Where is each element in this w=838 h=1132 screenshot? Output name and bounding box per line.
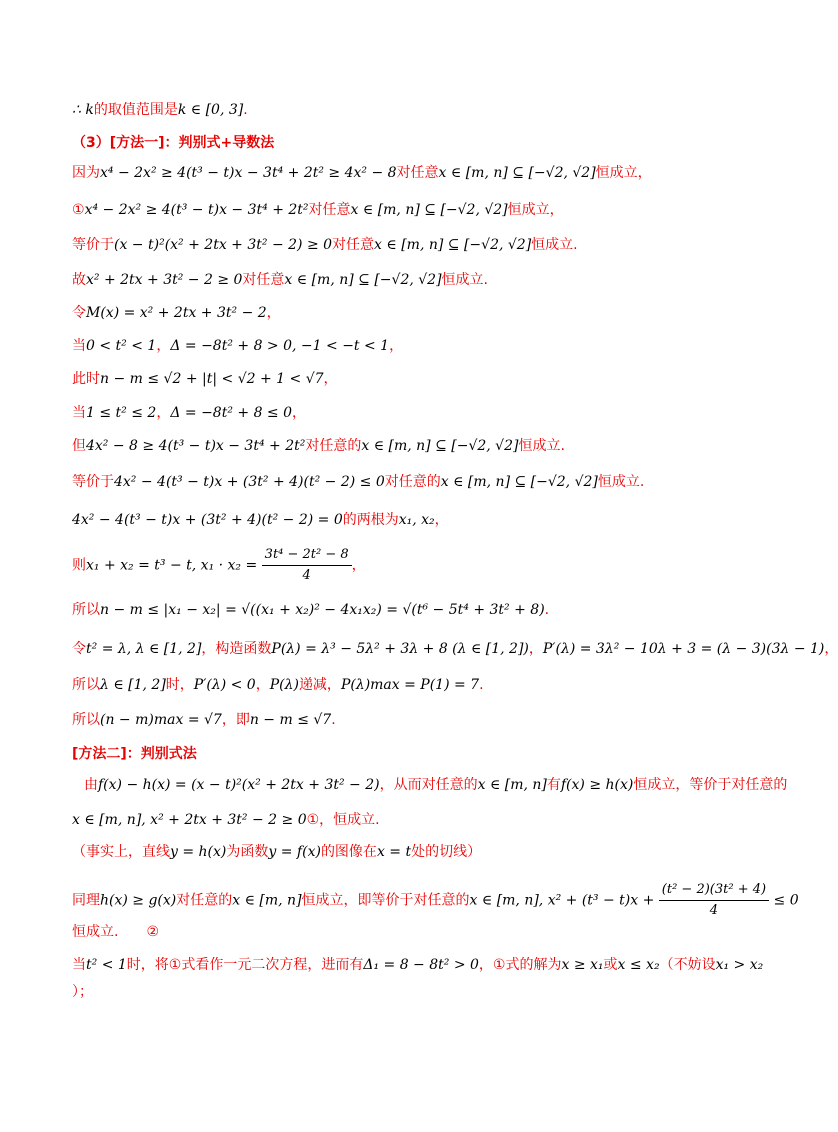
math-expression: ≤ 0	[769, 892, 799, 909]
chinese-text: 对任意的	[305, 438, 362, 454]
text-line	[72, 163, 652, 183]
chinese-text: 因为	[72, 165, 100, 181]
chinese-text: ，即	[221, 712, 250, 728]
text-line	[72, 270, 488, 290]
math-expression: 4x² − 4(t³ − t)x + (3t² + 4)(t² − 2) ≤ 0	[114, 474, 385, 490]
chinese-text: ，	[292, 405, 307, 421]
text-line	[72, 955, 763, 975]
text-line	[72, 235, 578, 255]
text-line	[72, 436, 565, 456]
math-expression: P′(λ) = 3λ² − 10λ + 3 = (λ − 3)(3λ − 1)	[542, 641, 825, 657]
chinese-text: 恒成立，即等价于对任意的	[301, 892, 470, 909]
math-expression: x⁴ − 2x² ≥ 4(t³ − t)x − 3t⁴ + 2t² ≥ 4x² − 8	[100, 165, 397, 181]
fraction	[262, 545, 352, 586]
chinese-text: 对任意	[242, 272, 285, 288]
text-line	[72, 675, 484, 695]
chinese-text: 当	[72, 338, 86, 354]
math-expression: M(x) = x² + 2tx + 3t² − 2	[86, 305, 267, 321]
math-expression: 1 ≤ t² ≤ 2	[86, 405, 157, 421]
math-expression: 0 < t² < 1	[86, 338, 157, 354]
chinese-text: （事实上，直线	[72, 844, 170, 860]
chinese-text: ，构造函数	[201, 641, 272, 657]
chinese-text: 恒成立，等价于对任意的	[633, 777, 788, 793]
chinese-text: ，	[156, 405, 171, 421]
math-expression: x² + 2tx + 3t² − 2 ≥ 0	[86, 272, 243, 288]
chinese-text: 对任意	[332, 237, 375, 253]
math-expression: x ∈ [m, n] ⊆ [−√2, √2]	[440, 474, 598, 490]
math-expression: P′(λ) < 0	[193, 677, 256, 693]
heading-text: [方法二]：判别式法	[72, 746, 197, 762]
chinese-text: ，	[528, 641, 543, 657]
chinese-text: 恒成立，	[507, 202, 564, 218]
fraction	[659, 880, 769, 921]
math-expression: P(λ) = λ³ − 5λ² + 3λ + 8 (λ ∈ [1, 2])	[271, 641, 529, 657]
math-expression: x ∈ [m, n], x² + 2tx + 3t² − 2 ≥ 0	[72, 812, 307, 828]
math-expression: 4x² − 8 ≥ 4(t³ − t)x − 3t⁴ + 2t²	[86, 438, 306, 454]
chinese-text: 等价于	[72, 237, 114, 253]
chinese-text: 所以	[72, 602, 100, 618]
chinese-text: 递减，	[298, 677, 341, 693]
text-line	[84, 775, 787, 795]
chinese-text: ）；	[72, 984, 93, 1000]
text-line	[72, 472, 644, 492]
chinese-text: 所以	[72, 677, 100, 693]
math-expression: x = t	[376, 844, 412, 860]
chinese-text: ，	[389, 338, 404, 354]
math-expression: x₁ + x₂ = t³ − t, x₁ · x₂ =	[86, 557, 262, 574]
chinese-text: ，	[323, 371, 338, 387]
chinese-text: ，	[824, 641, 838, 657]
chinese-text: 恒成立. ②	[72, 924, 160, 940]
math-expression: (x − t)²(x² + 2tx + 3t² − 2) ≥ 0	[114, 237, 333, 253]
chinese-text: 令	[72, 305, 86, 321]
math-expression: x ∈ [m, n]	[232, 892, 302, 909]
chinese-text: ，	[351, 557, 366, 574]
text-line	[72, 842, 481, 862]
text-line	[72, 545, 366, 586]
chinese-text: 的图像在	[320, 844, 377, 860]
chinese-text: 恒成立，	[595, 165, 652, 181]
chinese-text: 此时	[72, 371, 100, 387]
math-expression: k ∈ [0, 3]	[177, 102, 244, 118]
fraction-numerator: (t² − 2)(3t² + 4)	[659, 880, 769, 901]
chinese-text: ，	[266, 305, 281, 321]
math-expression: x ≥ x₁	[561, 957, 604, 973]
math-expression: n − m ≤ √7	[249, 712, 332, 728]
text-line	[72, 336, 403, 356]
chinese-text: 恒成立.	[531, 237, 578, 253]
math-expression: x₁ > x₂	[715, 957, 764, 973]
section-heading	[72, 133, 274, 153]
math-expression: y = f(x)	[268, 844, 321, 860]
chinese-text: .	[544, 602, 550, 618]
text-line	[72, 510, 449, 530]
chinese-text: 但	[72, 438, 86, 454]
chinese-text: 恒成立.	[518, 438, 565, 454]
math-expression: x ∈ [m, n] ⊆ [−√2, √2]	[361, 438, 519, 454]
section-heading	[72, 744, 197, 764]
chinese-text: ，	[156, 338, 171, 354]
text-line	[72, 369, 338, 389]
text-line	[72, 403, 306, 423]
math-expression: Δ = −8t² + 8 > 0, −1 < −t < 1	[170, 338, 390, 354]
chinese-text: 时，将①式看作一元二次方程，进而有	[126, 957, 364, 973]
math-expression: 4x² − 4(t³ − t)x + (3t² + 4)(t² − 2) = 0	[72, 512, 343, 528]
math-expression: x ≤ x₂	[617, 957, 660, 973]
chinese-text: 对任意	[396, 165, 439, 181]
text-line	[72, 200, 564, 220]
chinese-text: 等价于	[72, 474, 114, 490]
chinese-text: 的取值范围是	[93, 102, 178, 118]
chinese-text: ，	[434, 512, 449, 528]
chinese-text: 对任意的	[384, 474, 441, 490]
text-line	[72, 810, 380, 830]
math-expression: P(λ)max = P(1) = 7	[340, 677, 480, 693]
math-expression: Δ₁ = 8 − 8t² > 0	[363, 957, 479, 973]
math-expression: x ∈ [m, n]	[477, 777, 547, 793]
fraction-denominator: 4	[302, 568, 311, 583]
chinese-text: 恒成立.	[441, 272, 488, 288]
chinese-text: 对任意	[308, 202, 351, 218]
chinese-text: 当	[72, 957, 86, 973]
heading-text: （3）[方法一]：判别式+导数法	[72, 135, 275, 151]
math-expression: n − m ≤ √2 + |t| < √2 + 1 < √7	[100, 371, 324, 387]
chinese-text: ，	[255, 677, 270, 693]
math-expression: λ ∈ [1, 2]	[100, 677, 166, 693]
chinese-text: 时，	[165, 677, 194, 693]
chinese-text: 的两根为	[342, 512, 399, 528]
math-expression: (n − m)max = √7	[100, 712, 222, 728]
text-line	[72, 100, 248, 120]
math-expression: P(λ)	[269, 677, 299, 693]
math-expression: ∴ k	[72, 102, 94, 118]
text-line	[72, 710, 336, 730]
chinese-text: .	[479, 677, 484, 693]
math-expression: y = h(x)	[170, 844, 227, 860]
chinese-text: 由	[84, 777, 98, 793]
chinese-text: 故	[72, 272, 86, 288]
chinese-text: ①，恒成立.	[306, 812, 380, 828]
chinese-text: 同理	[72, 892, 100, 909]
chinese-text: 处的切线）	[411, 844, 482, 860]
chinese-text: ①	[72, 202, 85, 218]
math-expression: Δ = −8t² + 8 ≤ 0	[170, 405, 293, 421]
chinese-text: 有	[546, 777, 561, 793]
math-expression: x₁, x₂	[398, 512, 435, 528]
math-expression: x ∈ [m, n] ⊆ [−√2, √2]	[350, 202, 508, 218]
chinese-text: 则	[72, 557, 86, 574]
chinese-text: ，①式的解为	[478, 957, 562, 973]
math-expression: t² = λ, λ ∈ [1, 2]	[86, 641, 202, 657]
math-expression: t² < 1	[86, 957, 127, 973]
chinese-text: 或	[603, 957, 618, 973]
text-line	[72, 639, 838, 659]
math-expression: x⁴ − 2x² ≥ 4(t³ − t)x − 3t⁴ + 2t²	[84, 202, 309, 218]
chinese-text: 令	[72, 641, 86, 657]
text-line	[72, 922, 159, 942]
chinese-text: 为函数	[226, 844, 269, 860]
chinese-text: 恒成立.	[597, 474, 645, 490]
fraction-numerator: 3t⁴ − 2t² − 8	[262, 545, 352, 566]
text-line	[72, 880, 799, 921]
text-line	[72, 303, 281, 323]
math-expression: f(x) ≥ h(x)	[560, 777, 634, 793]
chinese-text: （不妨设	[659, 957, 716, 973]
text-line	[72, 600, 549, 620]
chinese-text: 当	[72, 405, 86, 421]
chinese-text: 对任意的	[176, 892, 233, 909]
math-expression: f(x) − h(x) = (x − t)²(x² + 2tx + 3t² − 2)	[98, 777, 380, 793]
fraction-denominator: 4	[709, 903, 719, 918]
chinese-text: .	[331, 712, 336, 728]
math-expression: h(x) ≥ g(x)	[100, 892, 177, 909]
text-line	[72, 982, 93, 1002]
math-expression: x ∈ [m, n], x² + (t³ − t)x +	[469, 892, 659, 909]
math-expression: x ∈ [m, n] ⊆ [−√2, √2]	[438, 165, 596, 181]
chinese-text: .	[243, 102, 248, 118]
math-expression: n − m ≤ |x₁ − x₂| = √((x₁ + x₂)² − 4x₁x₂) = √(t⁶ − 5t⁴ + 3t² + 8)	[100, 602, 545, 618]
chinese-text: 所以	[72, 712, 100, 728]
chinese-text: ，从而对任意的	[379, 777, 478, 793]
math-expression: x ∈ [m, n] ⊆ [−√2, √2]	[374, 237, 532, 253]
math-expression: x ∈ [m, n] ⊆ [−√2, √2]	[284, 272, 442, 288]
